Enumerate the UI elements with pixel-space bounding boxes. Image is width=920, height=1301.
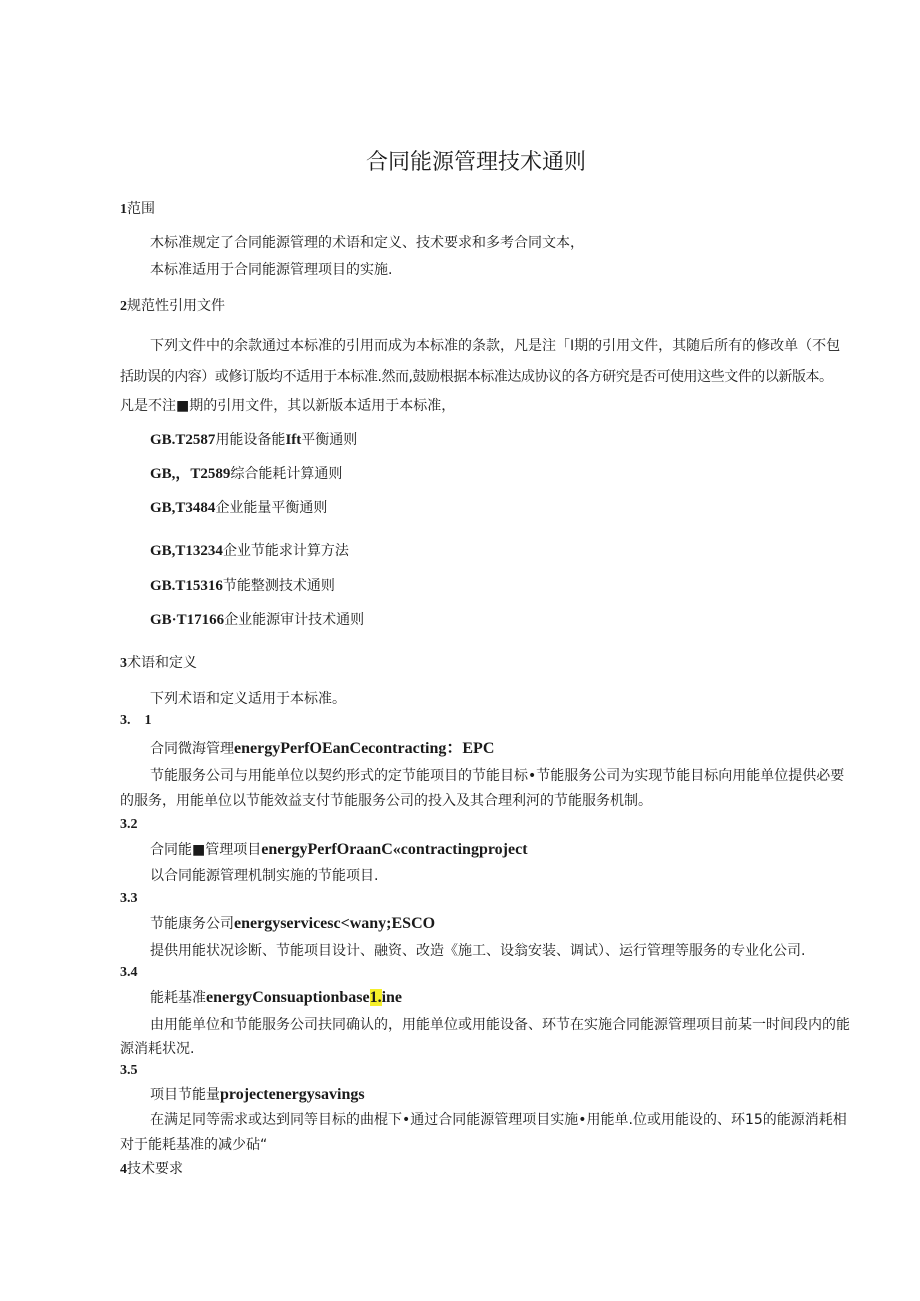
term-definition-line: 以合同能源管理机制实施的节能项目. <box>150 868 379 884</box>
term-number: 3.4 <box>120 965 138 980</box>
term-title: 合同能■管理项目energyPerfOraanC«contractingproject <box>150 841 528 858</box>
term-definition-line: 在满足同等需求或达到同等目标的曲棍下•通过合同能源管理项目实施•用能单.位或用能设的、环15的能源消耗相 <box>150 1112 847 1128</box>
term-number: 3. 1 <box>120 713 152 728</box>
section-number: 2 <box>120 299 127 314</box>
reference-item: GB,，T2589综合能耗计算通则 <box>150 466 343 482</box>
term-number: 3.3 <box>120 891 138 906</box>
section-4-heading <box>120 1159 183 1180</box>
term-title: 合同微海管理energyPerfOEanCecontracting：EPC <box>150 740 495 757</box>
section-number: 3 <box>120 656 127 671</box>
section-3-heading <box>120 653 197 674</box>
term-definition-line: 对于能耗基准的减少砧“ <box>120 1137 268 1153</box>
section-1-paragraph-1: 木标准规定了合同能源管理的术语和定义、技术要求和多考合同文本， <box>150 235 584 251</box>
section-title: 术语和定义 <box>127 655 197 671</box>
section-number: 1 <box>120 202 127 217</box>
section-title: 规范性引用文件 <box>127 298 225 314</box>
section-title: 范围 <box>127 201 155 217</box>
section-number: 4 <box>120 1162 127 1177</box>
term-definition-line: 的服务，用能单位以节能效益支付节能服务公司的投入及其合理利河的节能服务机制。 <box>120 793 652 809</box>
page-title: 合同能源管理技术通则 <box>366 150 587 175</box>
reference-item: GB.T2587用能设备能Ift平衡通则 <box>150 432 358 448</box>
section-2-heading <box>120 296 225 317</box>
section-1-heading <box>120 199 155 220</box>
section-title: 技术要求 <box>127 1161 183 1177</box>
term-number: 3.5 <box>120 1063 138 1078</box>
term-title: 能耗基准energyConsuaptionbase1.ine <box>150 989 403 1006</box>
reference-item: GB·T17166企业能源审计技术通则 <box>150 612 365 628</box>
term-definition-line: 源消耗状况. <box>120 1041 195 1057</box>
term-title: 项目节能量projectenergysavings <box>150 1086 365 1103</box>
reference-item: GB,T3484企业能量平衡通则 <box>150 500 328 516</box>
reference-item: GB,T13234企业节能求计算方法 <box>150 543 349 559</box>
term-title: 节能康务公司energyservicesc<wany;ESCO <box>150 915 436 932</box>
section-2-text-line-1: 下列文件中的余款通过本标准的引用而成为本标准的条款，凡是注「I期的引用文件，其随后所有的修改单（不包 <box>150 338 841 354</box>
reference-item: GB.T15316节能整测技术通则 <box>150 578 335 594</box>
term-definition-line: 节能服务公司与用能单位以契约形式的定节能项目的节能目标•节能服务公司为实现节能目标向用能单位提供必要 <box>150 768 845 784</box>
term-number: 3.2 <box>120 817 138 832</box>
section-2-text-line-3: 凡是不注■期的引用文件，其以新版本适用于本标准， <box>120 398 456 414</box>
term-definition-line: 提供用能状况诊断、节能项目设计、融资、改造《施工、设翁安装、调试）、运行管理等服务的专业化公司. <box>150 943 806 959</box>
section-3-intro: 下列术语和定义适用于本标准。 <box>150 691 346 707</box>
section-2-text-line-2: 括助误的内容）或修订版均不适用于本标准.然而,鼓励根据本标准达成协议的各方研究是否可使用这些文件的以新版本。 <box>120 369 833 385</box>
term-definition-line: 由用能单位和节能服务公司扶同确认的，用能单位或用能设备、环节在实施合同能源管理项目前某一时间段内的能 <box>150 1017 850 1033</box>
highlighted-text: 1. <box>369 989 382 1006</box>
section-1-paragraph-2: 本标准适用于合同能源管理项目的实施. <box>150 262 393 278</box>
